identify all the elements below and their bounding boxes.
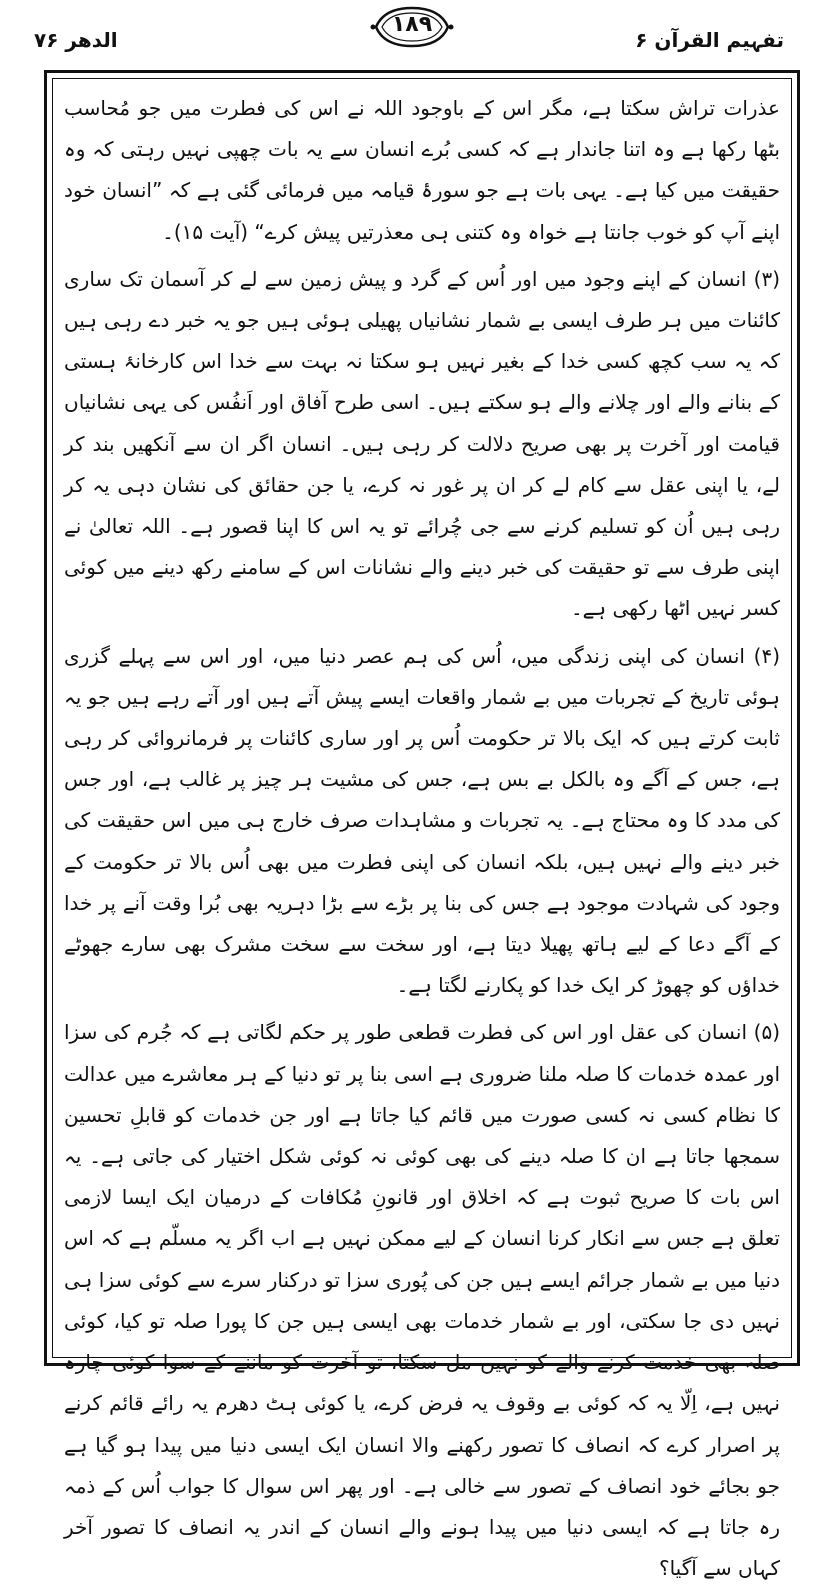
paragraph-point-3: (۳) انسان کے اپنے وجود میں اور اُس کے گرد و پیش زمین سے لے کر آسمان تک ساری کائنات میں ہر طرف ایسی بے شمار نشانیاں پھیلی ہوئی ہیں جو یہ خبر دے رہی ہیں کہ یہ سب کچھ کسی خدا کے بغیر نہیں ہو سکتا نہ بہت سے خدا اس کارخانۂ ہستی کے بنانے والے اور چلانے والے ہو سکتے ہیں۔ اسی طرح آفاق اور اَنفُس کی یہی نشانیاں قیامت اور آخرت پر بھی صریح دلالت کر رہی ہیں۔ انسان اگر ان سے آنکھیں بند کر لے، یا اپنی عقل سے کام لے کر ان پر غور نہ کرے، یا جن حقائق کی نشان دہی یہ کر رہی ہیں اُن کو تسلیم کرنے سے جی چُرائے تو یہ اس کا اپنا قصور ہے۔ اللہ تعالیٰ نے اپنی طرف سے تو حقیقت کی خبر دینے والے نشانات اس کے سامنے رکھ دینے میں کوئی کسر نہیں اٹھا رکھی ہے۔ (64, 266, 780, 621)
body-text (64, 88, 780, 1581)
page-header (0, 0, 824, 70)
paragraph-point-5: (۵) انسان کی عقل اور اس کی فطرت قطعی طور پر حکم لگاتی ہے کہ جُرم کی سزا اور عمدہ خدمات کا صلہ ملنا ضروری ہے اسی بنا پر تو دنیا کے ہر معاشرے میں عدالت کا نظام کسی نہ کسی صورت میں قائم کیا جاتا ہے اور جن خدمات کو قابلِ تحسین سمجھا جاتا ہے ان کا صلہ دینے کی بھی کوئی نہ کوئی شکل اختیار کی جاتی ہے۔ یہ اس بات کا صریح ثبوت ہے کہ اخلاق اور قانونِ مُکافات کے درمیان ایک ایسا لازمی تعلق ہے جس سے انکار کرنا انسان کے لیے ممکن نہیں ہے اب اگر یہ مسلّم ہے کہ اس دنیا میں بے شمار جرائم ایسے ہیں جن کی پُوری سزا تو درکنار سرے سے کوئی سزا ہی نہیں دی جا سکتی، اور بے شمار خدمات بھی ایسی ہیں جن کا پورا صلہ تو کیا، کوئی صلہ بھی خدمت کرنے والے کو نہیں مل سکتا، تو آخرت کو ماننے کے سوا کوئی چارہ نہیں ہے، اِلّا یہ کہ کوئی بے وقوف یہ فرض کرے، یا کوئی ہٹ دھرم یہ رائے قائم کرنے پر اصرار کرے کہ انصاف کا تصور رکھنے والا انسان ایک ایسی دنیا میں پیدا ہو گیا ہے جو بجائے خود انصاف کے تصور سے خالی ہے۔ اور پھر اس سوال کا جواب اُس کے ذمہ رہ جاتا ہے کہ ایسی دنیا میں پیدا ہونے والے انسان کے اندر یہ انصاف کا تصور آخر کہاں سے آگیا؟ (64, 1020, 780, 1581)
surah-title: الدھر ۷۶ (34, 28, 118, 52)
page-number: ۱۸۹ (391, 12, 433, 37)
paragraph-point-4: (۴) انسان کی اپنی زندگی میں، اُس کی ہم عصر دنیا میں، اور اس سے پہلے گزری ہوئی تاریخ کے تجربات میں بے شمار واقعات ایسے پیش آتے ہیں اور آتے رہے ہیں جو یہ ثابت کرتے ہیں کہ ایک بالا تر حکومت اُس پر اور ساری کائنات پر فرمانروائی کر رہی ہے، جس کے آگے وہ بالکل بے بس ہے، جس کی مشیت ہر چیز پر غالب ہے، اور جس کی مدد کا وہ محتاج ہے۔ یہ تجربات و مشاہدات صرف خارج ہی میں اس حقیقت کی خبر دینے والے نہیں ہیں، بلکہ انسان کی اپنی فطرت میں بھی اُس بالا تر حکومت کے وجود کی شہادت موجود ہے جس کی بنا پر بڑے سے بڑا دہریہ بھی بُرا وقت آنے پر خدا کے آگے دعا کے لیے ہاتھ پھیلا دیتا ہے، اور سخت سے سخت مشرک بھی سارے جھوٹے خداؤں کو چھوڑ کر ایک خدا کو پکارنے لگتا ہے۔ (64, 643, 780, 998)
book-title: تفہیم القرآن ۶ (635, 28, 784, 52)
paragraph-continuation: عذرات تراش سکتا ہے، مگر اس کے باوجود اللہ نے اس کی فطرت میں جو مُحاسب بٹھا رکھا ہے وہ اتنا جاندار ہے کہ کسی بُرے انسان سے یہ بات چھپی نہیں رہتی کہ وہ حقیقت میں کیا ہے۔ یہی بات ہے جو سورۂ قیامہ میں فرمائی گئی ہے کہ ”انسان خود اپنے آپ کو خوب جانتا ہے خواہ وہ کتنی ہی معذرتیں پیش کرے“ (آیت ۱۵)۔ (64, 96, 780, 244)
